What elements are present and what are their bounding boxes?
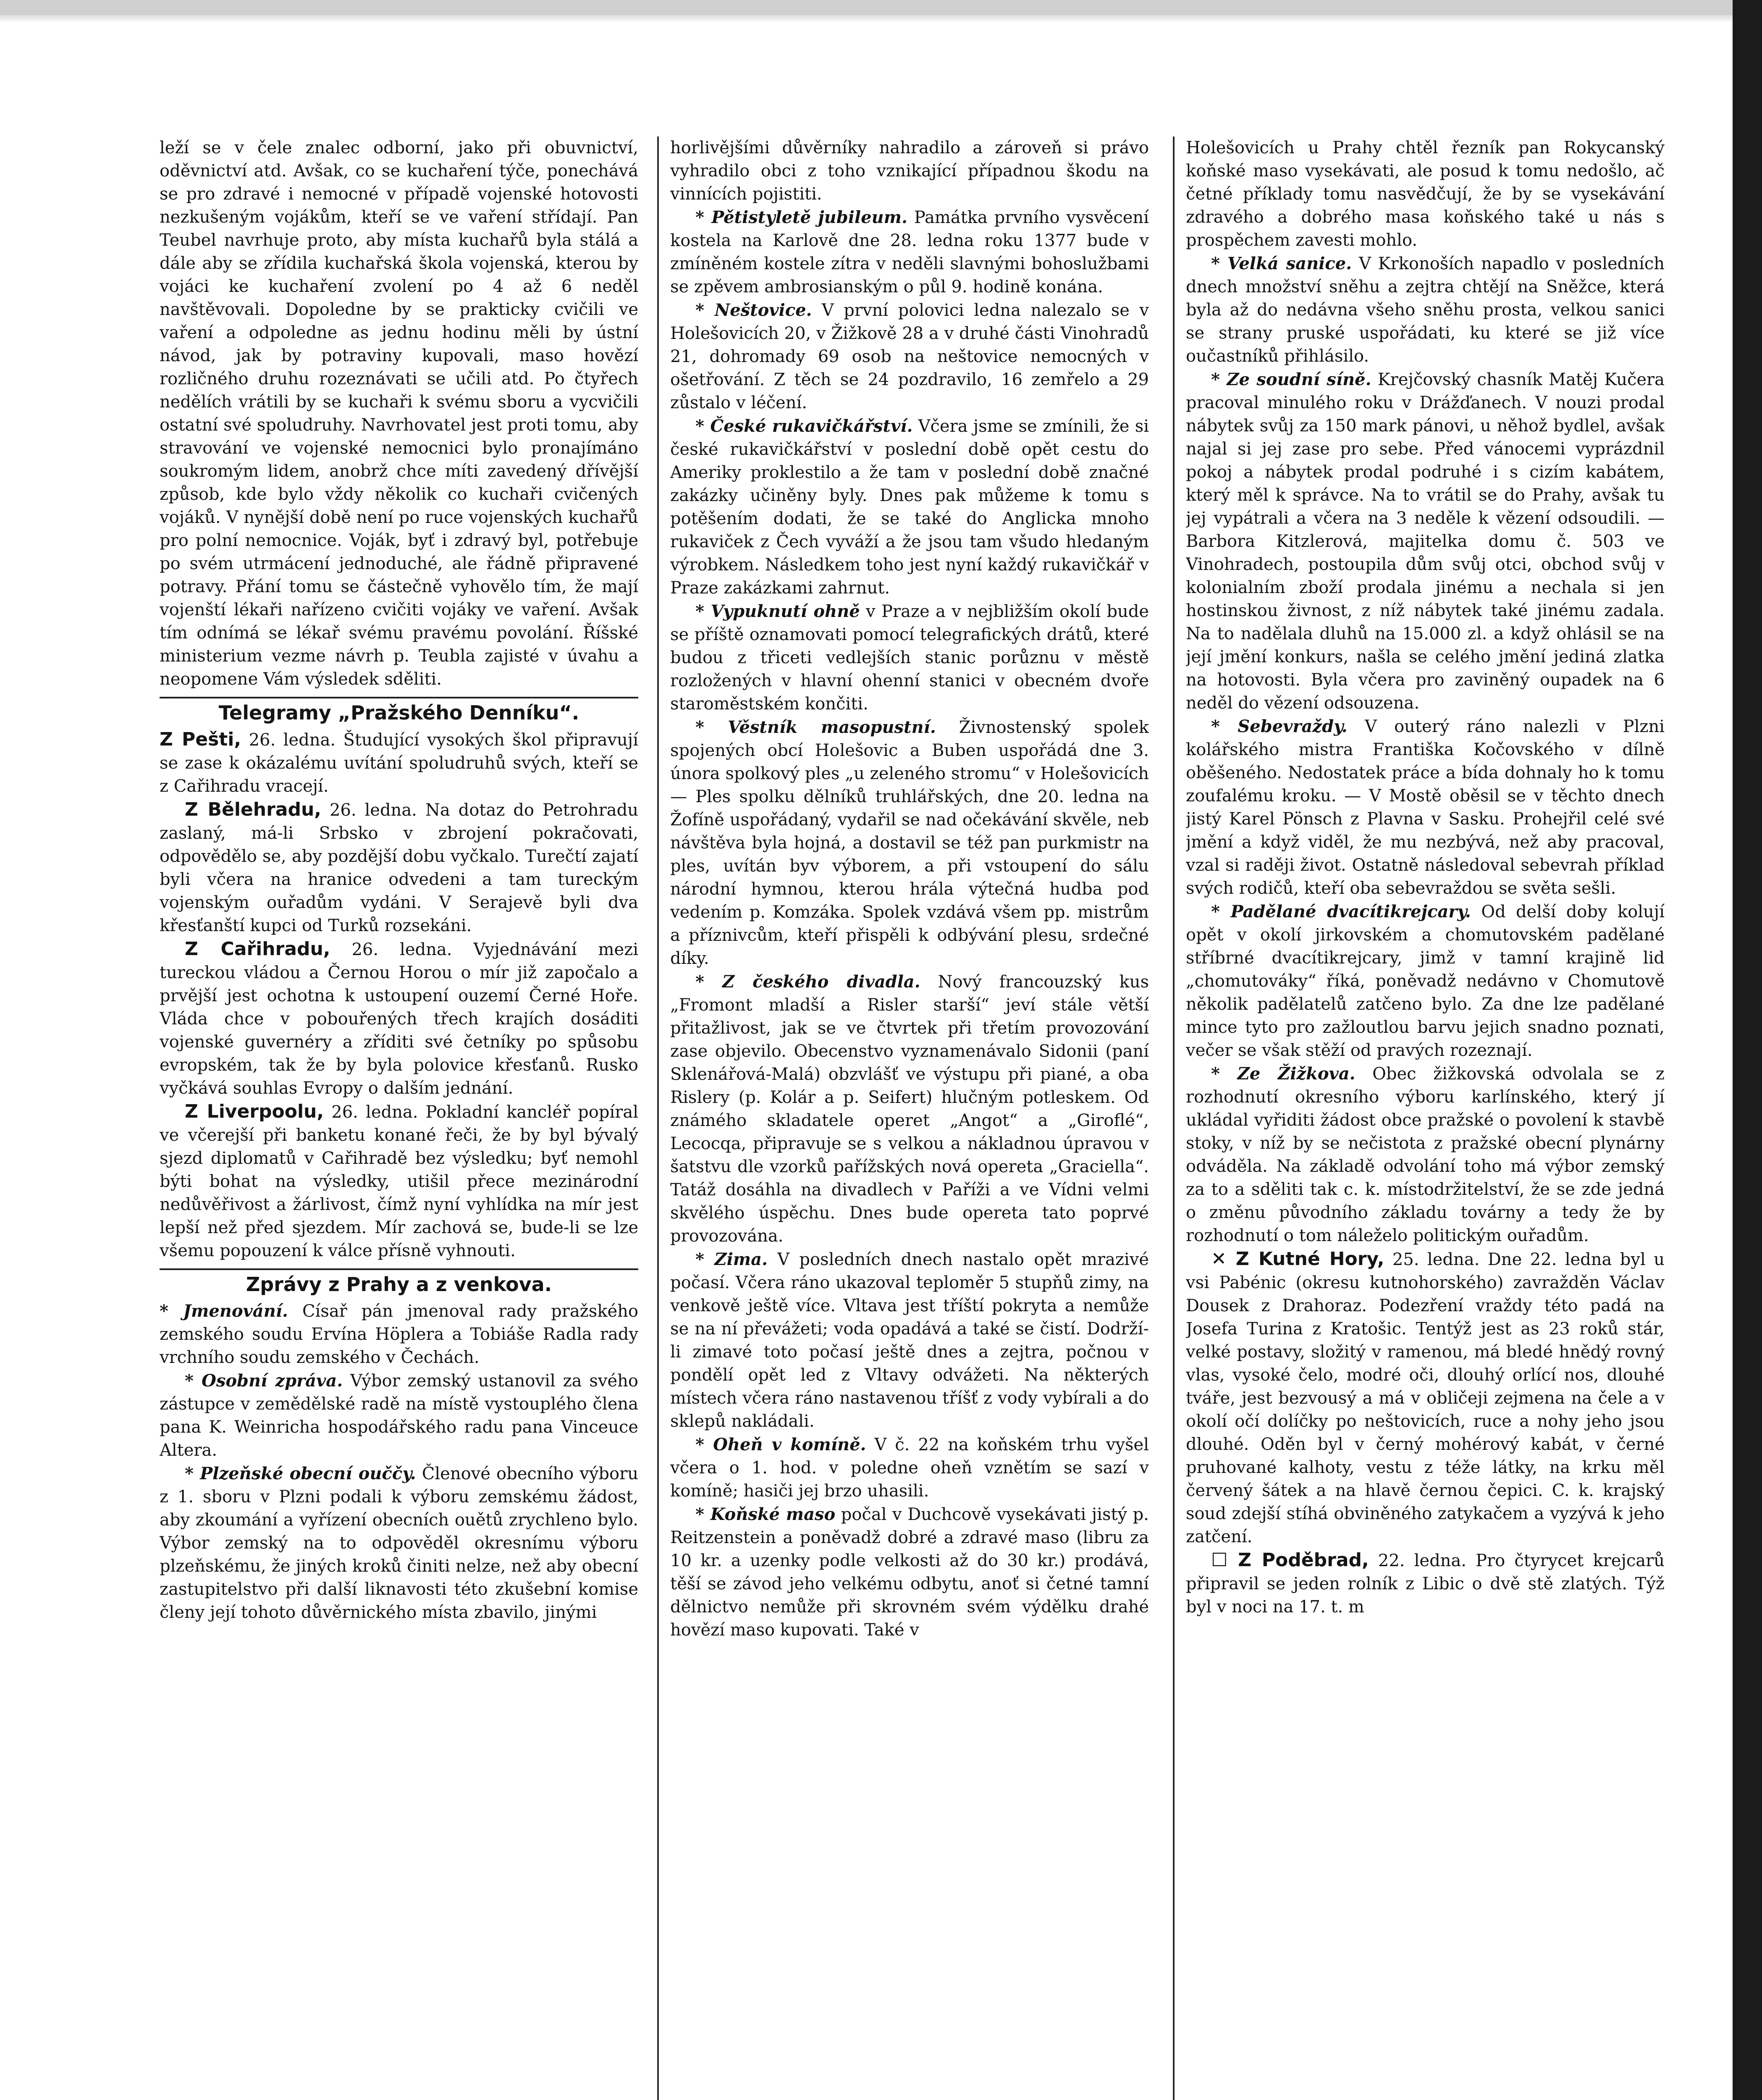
news-keyword: * Z českého divadla.	[695, 972, 920, 992]
news-text: Živnostenský spolek spojených obcí Holešovic a Buben uspořádá dne 3. února spolkový ples „u zeleného stromu“ v Holešovicích — Ples spolku dělníků truhlářských, dne 20. ledna na Žofíně uspořádaný, vydařil se nad očekávání skvěle, neb návštěva byla hojná, a dostavil se též pan purkmistr na ples, uvítán byv výborem, a při vstoupení do sálu národní hymnou, kterou hrála výtečná hudba pod vedením p. Komzáka. Spolek vzdává všem pp. mistrům a příznivcům, kteří přispěli k odbývání plesu, srdečné díky.	[670, 718, 1149, 968]
news-keyword: * Oheň v komíně.	[695, 1435, 866, 1454]
news-heading: Zprávy z Prahy a z venkova.	[246, 1273, 552, 1296]
news-text: V posledních dnech nastalo opět mrazivé počasí. Včera ráno ukazoval teploměr 5 stupňů zimy, na venkově ještě více. Vltava jest tříští pokryta a nemůže se na ní převážeti; voda opadává a také se čistí. Dodrží-li zimavé toto počasí ještě dnes a zejtra, počnou v pondělí opět led z Vltavy odvážeti. Na některých místech včera ráno nastavenou tříšť z vody vybírali a do sklepů nakládali.	[670, 1250, 1149, 1431]
col2-intro: horlivějšími důvěrníky nahradilo a zároveň si právo vyhradilo obci z toho vznikající případnou škodu na vinnících pojistiti.	[670, 138, 1149, 204]
news-text: Nový francouzský kus „Fromont mladší a Risler starší“ jeví stále větší přitažlivost, jak se ve čtvrtek při třetím provozování zase objevilo. Obecenstvo vyznamenávalo Sidonii (paní Sklenářová-Malá) obzvlášť ve výstupu při piané, a oba Rislery (p. Kolár a p. Seifert) hlučným potleskem. Od známého skladatele operet „Angot“ a „Giroflé“, Lecocqa, připravuje se s velkou a nákladnou úpravou v šatstvu dle vzorků pařížských nová opereta „Graciella“. Tatáž dosáhla na divadlech v Paříži a ve Vídni velmi skvělého úspěchu. Dnes bude opereta tato poprvé provozována.	[670, 972, 1149, 1246]
news-text: Císař pán jmenoval rady pražského zemského soudu Ervína Höplera a Tobiáše Radla rady vrchního soudu zemského v Čechách.	[160, 1302, 638, 1367]
news-keyword: * Sebevraždy.	[1211, 717, 1348, 736]
news-keyword: * České rukavičkářství.	[695, 416, 913, 436]
news-keyword: * Ze soudní síně.	[1211, 370, 1371, 389]
news-text: Od delší doby kolují opět v okolí jirkovském a chomutovském padělané stříbrné dvacítikrejcary, jimž v tamní krajině lid „chomutováky“ říká, poněvadž nedávno v Chomutově několik padělatelů zatčeno bylo. Za dne lze padělané mince tyto pro zažloutlou barvu jejich snadno poznati, večer se však stěží od pravých rozeznají.	[1186, 902, 1665, 1060]
news-text: V č. 22 na koňském trhu vyšel včera o 1. hod. v poledne oheň vznětím se sazí v komíně; hasiči jej brzo uhasili.	[670, 1435, 1149, 1501]
news-text: V Krkonoších napadlo v posledních dnech množství sněhu a zejtra chtějí na Sněžce, která byla až do nedávna všeho sněhu prosta, velkou sanici se strany pruské uspořádati, ku které se již více oučastníků přihlásilo.	[1186, 254, 1665, 366]
dateline-with-cross-icon: ✕ Z Kutné Hory,	[1211, 1248, 1384, 1270]
dateline: Z Pešti,	[160, 729, 241, 750]
news-text: počal v Duchcově vysekávati jistý p. Reitzenstein a poněvadž dobré a zdravé maso (libru za 10 kr. a uzenky podle velkosti až do 30 kr.) prodává, těší se závod jeho velkému odbytu, anoť si četné tamní dělnictvo nemůže při skrovném svém výdělku drahé hovězí maso kupovati. Také v	[670, 1505, 1149, 1640]
news-item	[160, 1462, 638, 1624]
news-item	[670, 415, 1149, 600]
telegram-carihrad	[160, 937, 638, 1100]
news-keyword: * Neštovice.	[695, 300, 812, 320]
news-text: V outerý ráno nalezli v Plzni kolářského mistra Františka Kočovského v dílně oběšeného. Nedostatek práce a bída dohnaly ho k tomu zoufalému kroku. — V Mostě oběsil se v těchto dnech jistý Karel Pönsch z Plavna v Sasku. Prohejřil celé své jmění a když viděl, že mu nezbývá, než aby pracoval, vzal si raději život. Ostatně následoval sebevrah příklad svých rodičů, kteří oba sebevraždou se světa sešli.	[1186, 717, 1665, 898]
col1-intro: leží se v čele znalec odborní, jako při obuvnictví, oděvnictví atd. Avšak, co se kuchaření týče, ponechává se pro zdravé i nemocné v případě vojenské hotovosti nezkušeným vojákům, kteří se ve vaření střídají. Pan Teubel navrhuje proto, aby místa kuchařů byla stálá a dále aby se zřídila kuchařská škola vojenská, kterou by vojáci ke kuchaření zvolení po 4 až 6 neděl navštěvovali. Dopoledne by se prakticky cvičili ve vaření a odpoledne as jednu hodinu měli by ústní návod, jak by potraviny kupovali, maso hovězí rozličného druhu rozeznávati se učili atd. Po čtyřech nedělích vrátili by se kuchaři k svému sboru a vycvičili ostatní své spoludruhy. Navrhovatel jest proti tomu, aby stravování ve vojenské nemocnici bylo pronajímáno soukromým lidem, anobrž chce míti zavedený dřívější způsob, kde bylo vždy několik co kuchaři cvičených vojáků. V nynější době není po ruce vojenských kuchařů pro polní nemocnice. Voják, byť i zdravý byl, potřebuje po svém utrmácení jednoduché, ale řádně připravené potravy. Přání tomu se částečně vyhovělo tím, že mají vojenští lékaři nařízeno cvičiti vojáky ve vaření. Avšak tím odnímá se lékař svému pravému povolání. Říšské ministerium vezme návrh p. Teubla zajisté v úvahu a neopomene Vám výsledek sděliti.	[160, 138, 638, 689]
news-keyword: * Padělané dvacítikrejcary.	[1211, 902, 1471, 921]
news-keyword: * Osobní zpráva.	[185, 1371, 343, 1391]
news-item	[1186, 900, 1665, 1062]
news-item	[160, 1369, 638, 1462]
telegrams-heading: Telegramy „Pražského Denníku“.	[218, 701, 579, 724]
news-text: Členové obecního výboru z 1. sboru v Plzni podali k výboru zemskému žádost, aby zkoumání a vyřízení obecních ouětů zrychleno bylo. Výbor zemský na to odpověděl okresnímu výboru plzeňskému, že jiných kroků činiti nelze, než aby obecní zastupitelstvo při další liknavosti této zkušební komise členy její tohoto důvěrnického místa zbavilo, jinými	[160, 1464, 638, 1622]
news-text: Výbor zemský ustanovil za svého zástupce v zemědělské radě na místě vystouplého člena pana K. Weinricha hospodářského radu pana Vinceuce Altera.	[160, 1371, 638, 1460]
news-text: Památka prvního vysvěcení kostela na Karlově dne 28. ledna roku 1377 bude v zmíněném kostele zítra v neděli slavnými bohoslužbami se zpěvem ambrosianským o půl 9. hodině konána.	[670, 208, 1149, 297]
news-item	[1186, 252, 1665, 368]
heading-rule	[160, 697, 638, 698]
news-keyword: * Velká sanice.	[1211, 254, 1352, 273]
telegram-text: 26. ledna. Na dotaz do Petrohradu zaslaný, má-li Srbsko v zbrojení pokračovati, odpovědělo se, aby pozdější dobu vyčkalo. Turečtí zajatí byli včera na hranice odvedeni a tam tureckým vojenským ouřadům vydáni. V Serajevě byli dva křesťanští kupci od Turků rozsekáni.	[160, 801, 638, 935]
scan-right-edge	[1733, 0, 1762, 2100]
column-2	[670, 136, 1149, 2100]
news-text: 25. ledna. Dne 22. ledna byl u vsi Pabénic (okresu kutnohorského) zavražděn Václav Dousek z Drahoraz. Podezření vraždy této padá na Josefa Turina z Kratošic. Tentýž jest as 23 roků stár, velké postavy, složitý v ramenou, má bledé hnědý rovný vlas, vysoké čelo, modré oči, dlouhý orlící nos, dlouhé tváře, jest bezvousý a má v obličeji zejmena na čele a v okolí očí dolíčky po neštovicích, ruce a nohy jeho jsou dlouhé. Oděn byl v černý mohérový kabát, v černé pruhované kalhoty, vestu z téže látky, na krku měl červený šátek a na hlavě černou čepici. C. k. krajský soud zdejší stíhá obviněného zatykačem a vyzývá k jeho zatčení.	[1186, 1250, 1665, 1546]
news-item	[1186, 1062, 1665, 1247]
column-1	[160, 136, 638, 2100]
heading-rule	[160, 1268, 638, 1270]
news-item	[670, 716, 1149, 970]
news-text: Obec žižkovská odvolala se z rozhodnutí okresního výboru karlínského, který jí ukládal vyřiditi žádost obce pražské o povolení k stavbě stoky, v níž by se nečistota z pražské obecní plynárny odváděla. Na základě odvolání toho má výbor zemský za to a sděliti tak c. k. místodržitelství, že se zde jedná o změnu původního základu továrny a tedy že by rozhodnutí o tom náleželo politickým ouřadům.	[1186, 1064, 1665, 1245]
news-item	[1186, 1549, 1665, 1619]
news-item	[1186, 368, 1665, 715]
news-keyword: * Zima.	[695, 1250, 768, 1269]
news-item	[1186, 715, 1665, 900]
dateline: Z Liverpoolu,	[185, 1101, 324, 1122]
news-text: V první polovici ledna nalezalo se v Holešovicích 20, v Žižkově 28 a v druhé části Vinohradů 21, dohromady 69 osob na neštovice nemocných v ošetřování. Z těch se 24 pozdravilo, 16 zemřelo a 29 zůstalo v léčení.	[670, 301, 1149, 412]
telegram-pest	[160, 728, 638, 798]
dateline: Z Bělehradu,	[185, 799, 321, 820]
column-3	[1186, 136, 1665, 2100]
news-keyword: * Jmenování.	[160, 1301, 288, 1321]
column-rule-2	[1173, 136, 1175, 2100]
news-item	[670, 600, 1149, 716]
col3-intro: Holešovicích u Prahy chtěl řezník pan Rokycanský koňské maso vysekávati, ale posud k tomu nedošlo, ač četné příklady tomu nasvědčují, že by se vysekávání zdravého a dobrého masa koňského také u nás s prospěchem zavesti mohlo.	[1186, 138, 1665, 250]
telegram-text: 26. ledna. Študující vysokých škol připravují se zase k okázalému uvítání spoludruhů svých, kteří se z Cařihradu vracejí.	[160, 730, 638, 796]
news-item	[670, 1248, 1149, 1433]
news-item	[670, 1433, 1149, 1503]
news-keyword: * Koňské maso	[695, 1504, 836, 1524]
news-item	[670, 299, 1149, 415]
news-item	[670, 970, 1149, 1248]
telegram-belehrad	[160, 798, 638, 937]
news-keyword: * Plzeňské obecní ouččy.	[185, 1464, 416, 1483]
column-rule-1	[657, 136, 659, 2100]
news-item	[670, 206, 1149, 299]
scan-top-edge	[0, 0, 1762, 15]
news-keyword: * Ze Žižkova.	[1211, 1064, 1356, 1084]
news-text: v Praze a v nejbližším okolí bude se příště oznamovati pomocí telegrafických drátů, které budou z třiceti vedlejších stanic porůznu v městě rozložených v hlavní ohenní stanici v obecném dvoře staroměstském končiti.	[670, 602, 1149, 714]
telegram-text: 26. ledna. Pokladní kancléř popíral ve včerejší při banketu konané řeči, že by byl bývalý sjezd diplomatů v Cařihradě bez výsledku; byť nemohl býti bohat na výsledky, utišil přece mezinárodní nedůvěřivost a žárlivost, čímž nyní vyhlídka na mír jest lepší než před sjezdem. Mír zachová se, bude-li se lze všemu popouzení k válce přísně vyhnouti.	[160, 1102, 638, 1260]
news-item	[160, 1299, 638, 1369]
scan-top-shadow	[0, 15, 1762, 23]
news-keyword: * Vypuknutí ohně	[695, 601, 860, 621]
telegram-liverpool	[160, 1100, 638, 1263]
news-keyword: * Pětistyletě jubileum.	[695, 207, 907, 227]
news-text: Včera jsme se zmínili, že si české rukavičkářství v poslední době opět cestu do Ameriky proklestilo a že tam v poslední době značné zakázky učiněny byly. Dnes pak můžeme k tomu s potěšením dodati, že se také do Anglicka mnoho rukaviček z Čech vyváží a že jsou tam všudo hledaným výrobkem. Následkem toho jest nyní každý rukavičkář v Praze zakázkami zahrnut.	[670, 417, 1149, 598]
dateline: Z Cařihradu,	[185, 938, 330, 960]
news-text: 22. ledna. Pro čtyrycet krejcarů připravil se jeden rolník z Libic o dvě stě zlatých. Týž byl v noci na 17. t. m	[1186, 1551, 1665, 1617]
news-item	[1186, 1247, 1665, 1549]
telegram-text: 26. ledna. Vyjednávání mezi tureckou vládou a Černou Horou o mír již započalo a prvější jest ochotna k ustoupení ouzemí Černé Hoře. Vláda chce v pobouřených třech krajích dosáditi vojenské guvernéry a zříditi své četníky po spůsobu evropském, tak že by byla polovice křesťanů. Rusko vyčkává souhlas Evropy o dalším jednání.	[160, 940, 638, 1098]
dateline-with-box-icon: ☐ Z Poděbrad,	[1211, 1549, 1369, 1571]
news-text: Krejčovský chasník Matěj Kučera pracoval minulého roku v Drážďanech. V nouzi prodal nábytek svůj za 150 mark pánovi, u něhož bydlel, avšak najal si jej zase pro sebe. Před vánocemi vyprázdnil pokoj a nábytek prodal podruhé i s cizím kabátem, který měl k správce. Na to vrátil se do Prahy, avšak tu jej vypátrali a včera na 3 neděle k vězení odsoudili. — Barbora Kitzlerová, majitelka domu č. 503 ve Vinohradech, postoupila dům svůj otci, obchod svůj v kolonialním zboží prodala jinému a nechala si jen hostinskou živnost, z níž nábytek také jinému zadala. Na to nadělala dluhů na 15.000 zl. a když ohlásil se na její jmění konkurs, našla se celého jmění jediná zlatka na hotovosti. Byla včera pro zaviněný oupadek na 6 neděl do vězení odsouzena.	[1186, 370, 1665, 713]
news-item	[670, 1503, 1149, 1642]
news-keyword: * Věstník masopustní.	[695, 717, 936, 737]
